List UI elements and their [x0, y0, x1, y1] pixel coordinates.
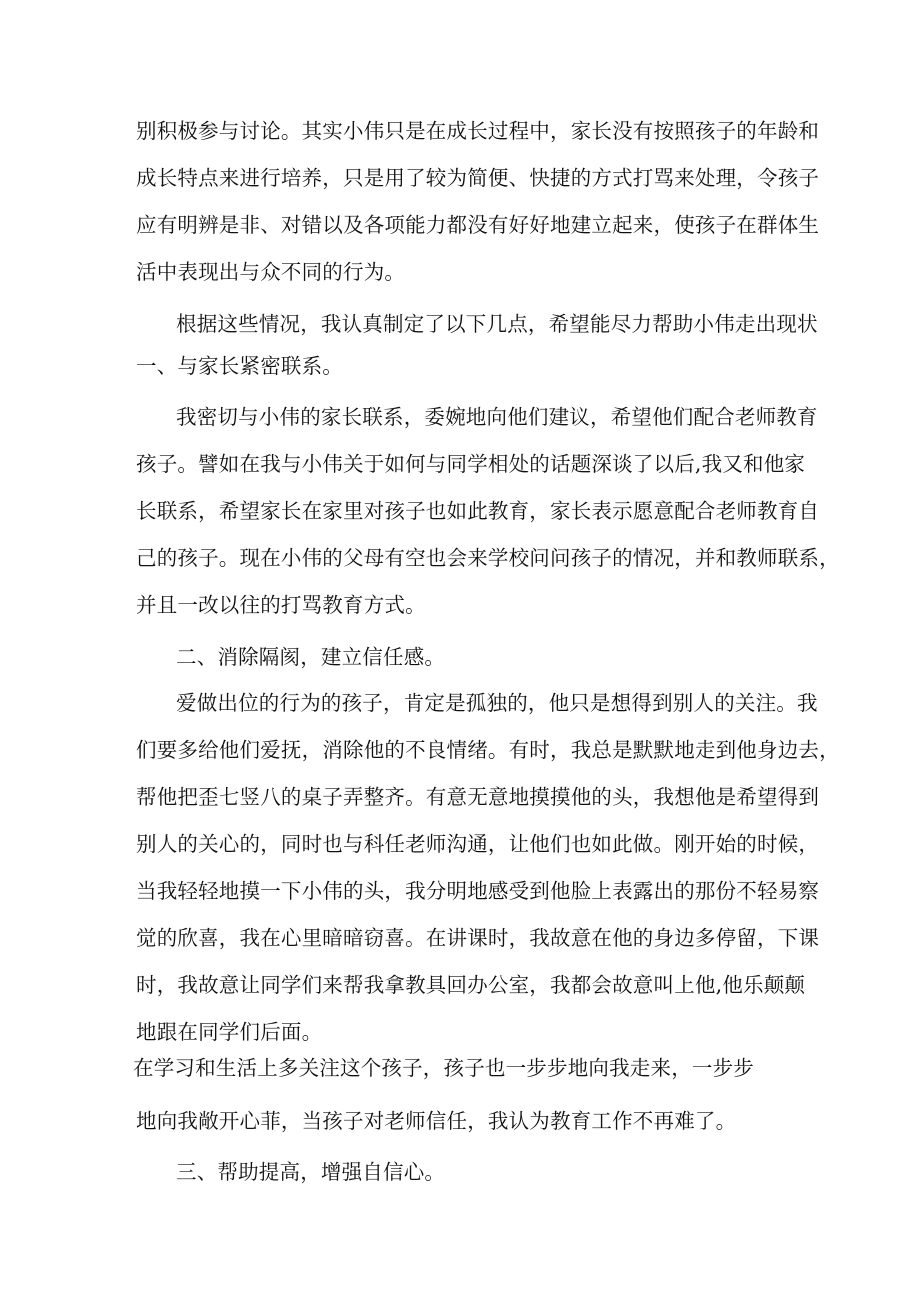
paragraph-line: 长联系，希望家长在家里对孩子也如此教育，家长表示愿意配合老师教育自 [136, 499, 820, 523]
section-heading: 一、与家长紧密联系。 [136, 354, 343, 378]
paragraph-line: 地向我敞开心菲，当孩子对老师信任，我认为教育工作不再难了。 [136, 1109, 737, 1133]
paragraph-line: 别积极参与讨论。其实小伟只是在成长过程中，家长没有按照孩子的年龄和 [136, 119, 820, 143]
paragraph-line: 活中表现出与众不同的行为。 [136, 260, 406, 284]
paragraph-line: 觉的欣喜，我在心里暗暗窃喜。在讲课时，我故意在他的身边多停留，下课 [136, 926, 820, 950]
paragraph-line: 孩子。譬如在我与小伟关于如何与同学相处的话题深谈了以后,我又和他家 [136, 452, 806, 476]
paragraph-line: 成长特点来进行培养，只是用了较为简便、快捷的方式打骂来处理，令孩子 [136, 166, 820, 190]
paragraph-line: 们要多给他们爱抚，消除他的不良情绪。有时，我总是默默地走到他身边去， [136, 738, 840, 762]
paragraph-line: 在学习和生活上多关注这个孩子，孩子也一步步地向我走来，一步步 [133, 1056, 754, 1080]
paragraph-line: 爱做出位的行为的孩子，肯定是孤独的，他只是想得到别人的关注。我 [176, 691, 818, 715]
paragraph-line: 根据这些情况，我认真制定了以下几点，希望能尽力帮助小伟走出现状 [176, 312, 818, 336]
paragraph-line: 帮他把歪七竖八的桌子弄整齐。有意无意地摸摸他的头，我想他是希望得到 [136, 785, 820, 809]
paragraph-line: 我密切与小伟的家长联系，委婉地向他们建议，希望他们配合老师教育 [176, 405, 818, 429]
paragraph-line: 应有明辨是非、对错以及各项能力都没有好好地建立起来，使孩子在群体生 [136, 213, 820, 237]
paragraph-line: 地跟在同学们后面。 [136, 1020, 323, 1044]
paragraph-line: 并且一改以往的打骂教育方式。 [136, 593, 426, 617]
paragraph-line: 别人的关心的，同时也与科任老师沟通，让他们也如此做。刚开始的时候， [136, 832, 820, 856]
paragraph-line: 时，我故意让同学们来帮我拿教具回办公室，我都会故意叫上他,他乐颠颠 [136, 973, 806, 997]
paragraph-line: 当我轻轻地摸一下小伟的头，我分明地感受到他脸上表露出的那份不轻易察 [136, 879, 820, 903]
section-heading: 二、消除隔阂，建立信任感。 [176, 645, 446, 669]
section-heading: 三、帮助提高，增强自信心。 [176, 1160, 446, 1184]
paragraph-line: 己的孩子。现在小伟的父母有空也会来学校问问孩子的情况，并和教师联系， [136, 546, 840, 570]
